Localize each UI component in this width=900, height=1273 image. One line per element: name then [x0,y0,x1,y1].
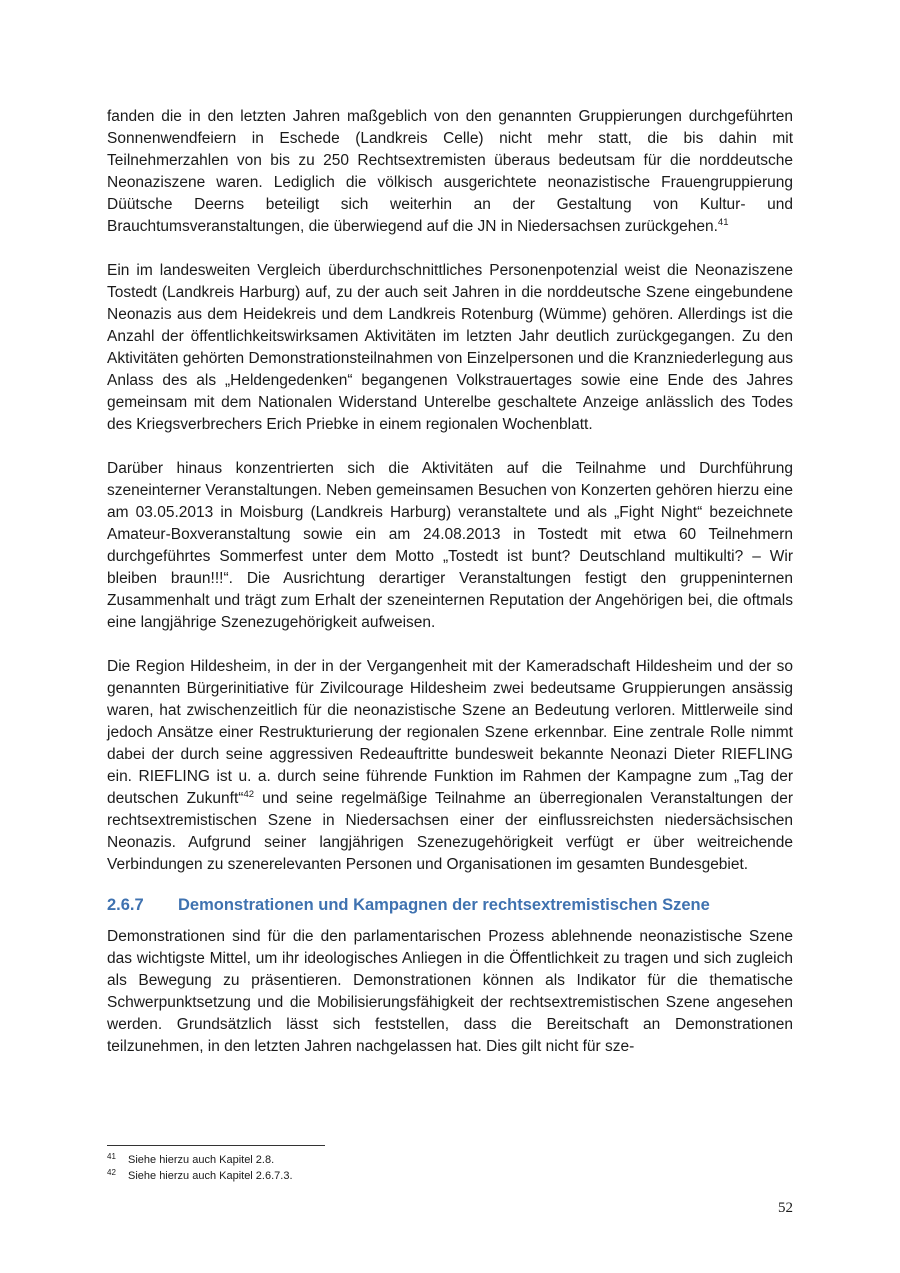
section-number: 2.6.7 [107,896,144,914]
footnote-ref-41[interactable]: 41 [717,217,729,228]
footnote-41 [107,1152,793,1168]
paragraph-2-text: Ein im landesweiten Vergleich überdurchschnittliches Personenpotenzial weist die Neonaziszene Tostedt (Landkreis Harburg) auf, zu der auch seit Jahren in die norddeutsche Szene eingebundene Neonazis aus dem Heidekreis und dem Landkreis Rotenburg (Wümme) gehören. Allerdings ist die Anzahl der öffentlichkeitswirksamen Aktivitäten im letzten Jahr deutlich zurückgegangen. Zu den Aktivitäten gehörten Demonstrationsteilnahmen von Einzelpersonen und die Kranzniederlegung aus Anlass des als „Heldengedenken“ begangenen Volkstrauertages sowie eine Ende des Jahres gemeinsam mit dem Nationalen Widerstand Unterelbe geschaltete Anzeige anlässlich des Todes des Kriegsverbrechers Erich Priebke in einem regionalen Wochenblatt. [107,262,793,433]
footnote-42 [107,1168,793,1184]
footnote-text: Siehe hierzu auch Kapitel 2.6.7.3. [128,1170,293,1182]
section-paragraph-text: Demonstrationen sind für die den parlamentarischen Prozess ablehnende neonazistische Szene das wichtigste Mittel, um ihr ideologisches Anliegen in die Öffentlichkeit zu tragen und sich zugleich als Bewegung zu präsentieren. Demonstrationen können als Indikator für die thematische Schwerpunktsetzung und die Mobilisierungsfähigkeit der rechtsextremistischen Szene angesehen werden. Grundsätzlich lässt sich feststellen, dass die Bereitschaft an Demonstrationen teilzunehmen, in den letzten Jahren nachgelassen hat. Dies gilt nicht für sze- [107,928,793,1055]
section-heading [107,892,793,918]
paragraph-1 [107,106,793,238]
page-number: 52 [778,1200,793,1216]
paragraph-4 [107,656,793,876]
footnote-number: 42 [107,1168,116,1177]
footnotes [107,1152,793,1184]
paragraph-3 [107,458,793,634]
footnote-number: 41 [107,1152,116,1161]
footnote-divider [107,1145,325,1146]
paragraph-4-text-before: Die Region Hildesheim, in der in der Vergangenheit mit der Kameradschaft Hildesheim und der so genannten Bürgerinitiative für Zivilcourage Hildesheim zwei bedeutsame Gruppierungen ansässig waren, hat zwischenzeitlich für die neonazistische Szene an Bedeutung verloren. Mittlerweile sind jedoch Ansätze einer Restrukturierung der regionalen Szene erkennbar. Eine zentrale Rolle nimmt dabei der durch seine aggressiven Redeauftritte bundesweit bekannte Neonazi Dieter RIEFLING ein. RIEFLING ist u. a. durch seine führende Funktion im Rahmen der Kampagne zum „Tag der deutschen Zukunft“ [107,658,793,807]
paragraph-4-text-after: und seine regelmäßige Teilnahme an überregionalen Veranstaltungen der rechtsextremistischen Szene in Niedersachsen einer der einflussreichsten niedersächsischen Neonazis. Aufgrund seiner langjährigen Szenezugehörigkeit verfügt er über weitreichende Verbindungen zu szenerelevanten Personen und Organisationen im gesamten Bundesgebiet. [107,790,793,873]
paragraph-2 [107,260,793,436]
paragraph-3-text: Darüber hinaus konzentrierten sich die Aktivitäten auf die Teilnahme und Durchführung szeneinterner Veranstaltungen. Neben gemeinsamen Besuchen von Konzerten gehören hierzu eine am 03.05.2013 in Moisburg (Landkreis Harburg) veranstaltete und als „Fight Night“ bezeichnete Amateur-Boxveranstaltung sowie ein am 24.08.2013 in Tostedt mit etwa 60 Teilnehmern durchgeführtes Sommerfest unter dem Motto „Tostedt ist bunt? Deutschland multikulti? – Wir bleiben braun!!!“. Die Ausrichtung derartiger Veranstaltungen festigt den gruppeninternen Zusammenhalt und trägt zum Erhalt der szeneinternen Reputation der Angehörigen bei, die oftmals eine langjährige Szenezugehörigkeit aufweisen. [107,460,793,631]
section-paragraph [107,926,793,1058]
body-text [107,106,793,1058]
footnote-ref-42[interactable]: 42 [243,789,255,800]
paragraph-1-text: fanden die in den letzten Jahren maßgeblich von den genannten Gruppierungen durchgeführten Sonnenwendfeiern in Eschede (Landkreis Celle) nicht mehr statt, die bis dahin mit Teilnehmerzahlen von bis zu 250 Rechtsextremisten überaus bedeutsam für die norddeutsche Neonaziszene waren. Lediglich die völkisch ausgerichtete neonazistische Frauengruppierung Düütsche Deerns beteiligt sich weiterhin an der Gestaltung von Kultur- und Brauchtumsveranstaltungen, die überwiegend auf die JN in Niedersachsen zurückgehen. [107,108,793,235]
section-title: Demonstrationen und Kampagnen der rechtsextremistischen Szene [178,896,710,914]
footnote-text: Siehe hierzu auch Kapitel 2.8. [128,1154,275,1166]
